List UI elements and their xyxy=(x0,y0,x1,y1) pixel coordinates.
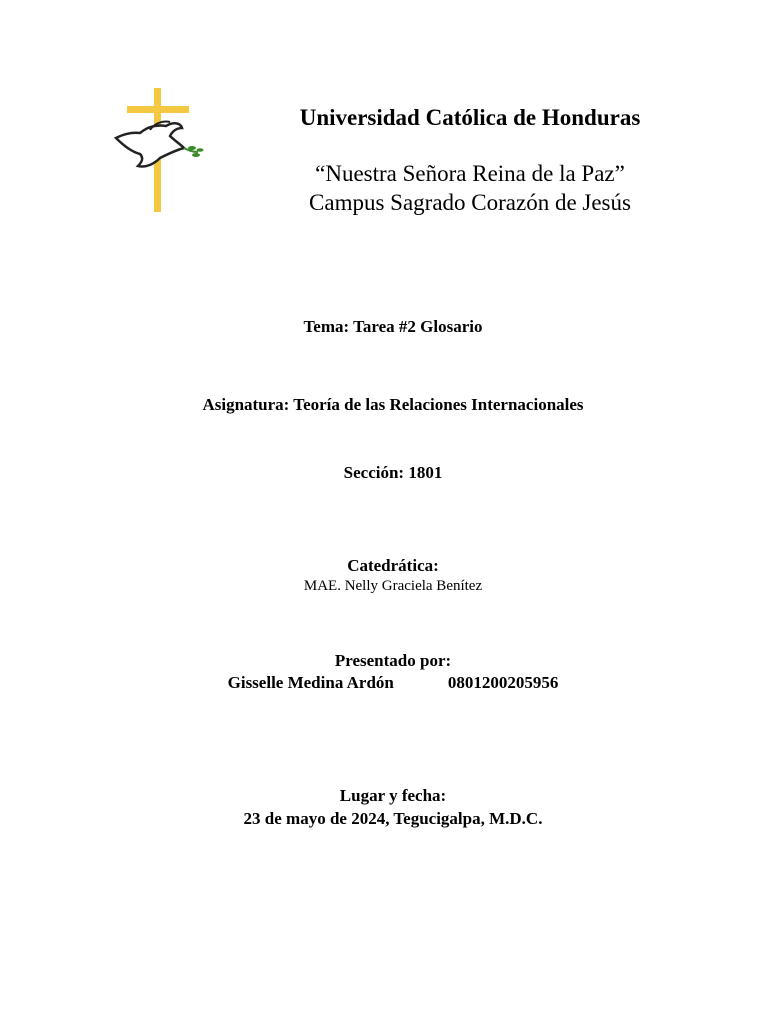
lugar-value: 23 de mayo de 2024, Tegucigalpa, M.D.C. xyxy=(243,809,543,828)
cross-dove-icon xyxy=(110,84,210,216)
university-motto: “Nuestra Señora Reina de la Paz” xyxy=(315,161,625,186)
lugar-label: Lugar y fecha: xyxy=(339,786,447,805)
student-row xyxy=(0,672,768,694)
olive-leaf-1 xyxy=(188,146,196,150)
catedratica-name: MAE. Nelly Graciela Benítez xyxy=(303,578,483,594)
university-title: Universidad Católica de Honduras xyxy=(299,105,641,130)
cross-horizontal xyxy=(127,106,189,113)
olive-leaf-3 xyxy=(197,148,204,152)
student-id: 0801200205956 xyxy=(447,673,559,692)
tema-line: Tema: Tarea #2 Glosario xyxy=(303,317,483,336)
student-name: Gisselle Medina Ardón xyxy=(227,673,394,692)
university-logo xyxy=(110,84,210,216)
campus-name: Campus Sagrado Corazón de Jesús xyxy=(309,190,631,215)
catedratica-label: Catedrática: xyxy=(347,556,439,575)
olive-leaf-2 xyxy=(192,153,200,157)
seccion-line: Sección: 1801 xyxy=(343,463,443,482)
presentado-label: Presentado por: xyxy=(334,651,452,670)
asignatura-line: Asignatura: Teoría de las Relaciones Internacionales xyxy=(202,395,584,414)
